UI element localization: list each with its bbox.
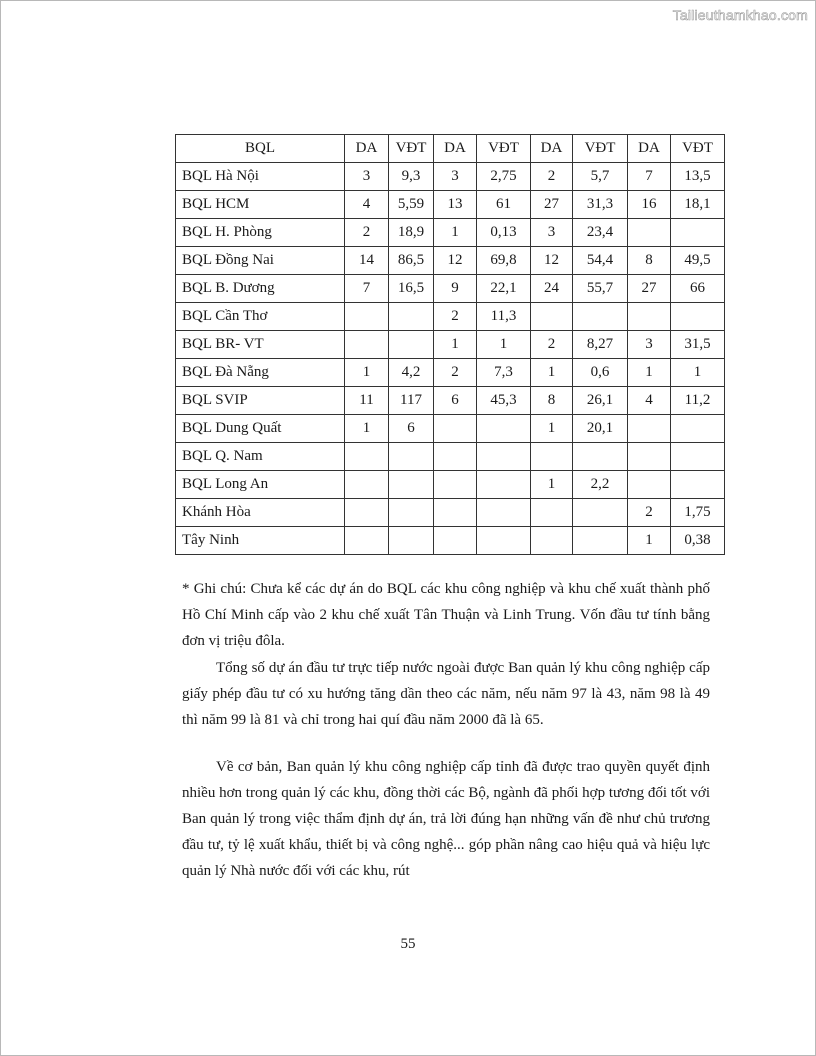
cell-vdt-6 — [573, 443, 628, 471]
cell-bql-0: BQL H. Phòng — [176, 219, 345, 247]
table-note: * Ghi chú: Chưa kể các dự án do BQL các khu công nghiệp và khu chế xuất thành phố Hồ Chí Minh cấp vào 2 khu chế xuất Tân Thuận và Linh Trung. Vốn đầu tư tính bằng đơn vị triệu đôla. — [182, 581, 710, 649]
cell-da-3 — [434, 443, 477, 471]
cell-da-5 — [531, 499, 573, 527]
cell-vdt-4: 61 — [477, 191, 531, 219]
cell-da-5: 24 — [531, 275, 573, 303]
body-paragraph-2: Về cơ bản, Ban quản lý khu công nghiệp cấp tỉnh đã được trao quyền quyết định nhiều hơn trong quản lý các khu, đồng thời các Bộ, ngành đã phối hợp tương đối tốt với Ban quản lý trong việc thẩm định dự án, trả lời đúng hạn những vấn đề như chủ trương đầu tư, tỷ lệ xuất khẩu, thiết bị và công nghệ... góp phần nâng cao hiệu quả và hiệu lực quản lý Nhà nước đối với các khu, rút — [182, 759, 710, 879]
table-row — [176, 247, 725, 275]
cell-vdt-8: 49,5 — [671, 247, 725, 275]
cell-vdt-6: 5,7 — [573, 163, 628, 191]
cell-bql-0: BQL Dung Quất — [176, 415, 345, 443]
cell-da-3: 6 — [434, 387, 477, 415]
cell-vdt-2 — [389, 443, 434, 471]
watermark: Tailieuthamkhao.com — [672, 7, 808, 23]
cell-da-1: 1 — [345, 415, 389, 443]
cell-vdt-6 — [573, 499, 628, 527]
header-cell-vdt-2: VĐT — [389, 135, 434, 163]
cell-da-1 — [345, 331, 389, 359]
cell-da-7: 27 — [628, 275, 671, 303]
cell-vdt-6: 31,3 — [573, 191, 628, 219]
cell-da-7: 1 — [628, 527, 671, 555]
cell-vdt-2: 6 — [389, 415, 434, 443]
cell-da-3 — [434, 499, 477, 527]
cell-da-5: 12 — [531, 247, 573, 275]
cell-da-5: 1 — [531, 471, 573, 499]
cell-bql-0: BQL Cần Thơ — [176, 303, 345, 331]
cell-vdt-2 — [389, 471, 434, 499]
cell-da-3 — [434, 527, 477, 555]
table-row — [176, 527, 725, 555]
cell-vdt-6: 20,1 — [573, 415, 628, 443]
cell-bql-0: BQL B. Dương — [176, 275, 345, 303]
cell-vdt-4: 11,3 — [477, 303, 531, 331]
cell-da-7 — [628, 303, 671, 331]
cell-da-1 — [345, 499, 389, 527]
cell-da-3: 1 — [434, 219, 477, 247]
cell-da-3: 12 — [434, 247, 477, 275]
cell-vdt-4: 69,8 — [477, 247, 531, 275]
table-row — [176, 471, 725, 499]
header-cell-da-1: DA — [345, 135, 389, 163]
cell-da-7: 3 — [628, 331, 671, 359]
cell-vdt-4: 22,1 — [477, 275, 531, 303]
cell-da-5 — [531, 443, 573, 471]
cell-da-7 — [628, 443, 671, 471]
cell-bql-0: Tây Ninh — [176, 527, 345, 555]
cell-da-7 — [628, 415, 671, 443]
cell-vdt-4: 7,3 — [477, 359, 531, 387]
header-cell-da-7: DA — [628, 135, 671, 163]
cell-da-1 — [345, 443, 389, 471]
table-row — [176, 387, 725, 415]
cell-vdt-8: 1,75 — [671, 499, 725, 527]
body-paragraph-1: Tổng số dự án đầu tư trực tiếp nước ngoài được Ban quản lý khu công nghiệp cấp giấy phép đầu tư có xu hướng tăng dần theo các năm, nếu năm 97 là 43, năm 98 là 49 thì năm 99 là 81 và chỉ trong hai quí đầu năm 2000 đã là 65. — [182, 660, 710, 728]
cell-vdt-8 — [671, 443, 725, 471]
header-cell-vdt-8: VĐT — [671, 135, 725, 163]
cell-da-3: 2 — [434, 359, 477, 387]
cell-da-1: 11 — [345, 387, 389, 415]
cell-da-1: 1 — [345, 359, 389, 387]
cell-da-7: 4 — [628, 387, 671, 415]
cell-da-3 — [434, 471, 477, 499]
table-header-row — [176, 135, 725, 163]
table-body — [176, 135, 725, 555]
cell-vdt-2: 16,5 — [389, 275, 434, 303]
cell-vdt-8 — [671, 219, 725, 247]
cell-vdt-6: 0,6 — [573, 359, 628, 387]
cell-vdt-4: 45,3 — [477, 387, 531, 415]
cell-vdt-4: 1 — [477, 331, 531, 359]
cell-da-5: 8 — [531, 387, 573, 415]
cell-vdt-6 — [573, 303, 628, 331]
cell-vdt-4: 2,75 — [477, 163, 531, 191]
header-cell-da-5: DA — [531, 135, 573, 163]
cell-da-7: 1 — [628, 359, 671, 387]
cell-vdt-6: 23,4 — [573, 219, 628, 247]
cell-bql-0: BQL Đà Nẵng — [176, 359, 345, 387]
cell-bql-0: BQL Q. Nam — [176, 443, 345, 471]
table-row — [176, 219, 725, 247]
cell-da-1: 2 — [345, 219, 389, 247]
cell-vdt-2: 9,3 — [389, 163, 434, 191]
cell-da-3: 1 — [434, 331, 477, 359]
header-cell-vdt-6: VĐT — [573, 135, 628, 163]
cell-da-1: 7 — [345, 275, 389, 303]
cell-da-1 — [345, 471, 389, 499]
cell-da-7: 8 — [628, 247, 671, 275]
statistics-table — [175, 134, 725, 555]
cell-da-3: 9 — [434, 275, 477, 303]
cell-da-5: 1 — [531, 359, 573, 387]
cell-vdt-8 — [671, 303, 725, 331]
cell-bql-0: Khánh Hòa — [176, 499, 345, 527]
cell-da-5 — [531, 527, 573, 555]
table-row — [176, 163, 725, 191]
cell-da-5: 1 — [531, 415, 573, 443]
table-row — [176, 499, 725, 527]
cell-vdt-4 — [477, 499, 531, 527]
cell-vdt-2 — [389, 331, 434, 359]
table-row — [176, 275, 725, 303]
cell-vdt-2: 5,59 — [389, 191, 434, 219]
cell-vdt-2: 18,9 — [389, 219, 434, 247]
cell-da-3: 3 — [434, 163, 477, 191]
cell-vdt-4: 0,13 — [477, 219, 531, 247]
cell-vdt-8 — [671, 415, 725, 443]
cell-da-7: 16 — [628, 191, 671, 219]
header-cell-vdt-4: VĐT — [477, 135, 531, 163]
cell-da-5: 27 — [531, 191, 573, 219]
cell-vdt-4 — [477, 415, 531, 443]
cell-vdt-8: 31,5 — [671, 331, 725, 359]
table-row — [176, 415, 725, 443]
cell-vdt-8: 0,38 — [671, 527, 725, 555]
table-row — [176, 443, 725, 471]
cell-da-1: 14 — [345, 247, 389, 275]
cell-vdt-2: 117 — [389, 387, 434, 415]
table-row — [176, 303, 725, 331]
cell-vdt-6: 55,7 — [573, 275, 628, 303]
cell-vdt-4 — [477, 471, 531, 499]
table-row — [176, 359, 725, 387]
cell-vdt-2: 86,5 — [389, 247, 434, 275]
cell-da-7: 2 — [628, 499, 671, 527]
cell-vdt-4 — [477, 443, 531, 471]
cell-bql-0: BQL Đồng Nai — [176, 247, 345, 275]
cell-vdt-2 — [389, 527, 434, 555]
cell-da-3: 2 — [434, 303, 477, 331]
cell-vdt-8: 1 — [671, 359, 725, 387]
cell-da-7 — [628, 219, 671, 247]
cell-da-1: 3 — [345, 163, 389, 191]
cell-vdt-8: 18,1 — [671, 191, 725, 219]
cell-vdt-6 — [573, 527, 628, 555]
cell-bql-0: BQL Hà Nội — [176, 163, 345, 191]
cell-vdt-2 — [389, 499, 434, 527]
cell-vdt-8: 13,5 — [671, 163, 725, 191]
cell-vdt-6: 8,27 — [573, 331, 628, 359]
cell-vdt-4 — [477, 527, 531, 555]
cell-da-7 — [628, 471, 671, 499]
table-row — [176, 331, 725, 359]
cell-vdt-2: 4,2 — [389, 359, 434, 387]
cell-da-3 — [434, 415, 477, 443]
cell-vdt-6: 54,4 — [573, 247, 628, 275]
cell-vdt-6: 2,2 — [573, 471, 628, 499]
cell-bql-0: BQL HCM — [176, 191, 345, 219]
cell-da-7: 7 — [628, 163, 671, 191]
page-number: 55 — [400, 936, 416, 952]
cell-da-5: 2 — [531, 163, 573, 191]
cell-da-5: 2 — [531, 331, 573, 359]
cell-da-1 — [345, 303, 389, 331]
cell-da-5 — [531, 303, 573, 331]
cell-da-1 — [345, 527, 389, 555]
cell-vdt-6: 26,1 — [573, 387, 628, 415]
cell-da-3: 13 — [434, 191, 477, 219]
table-row — [176, 191, 725, 219]
cell-bql-0: BQL BR- VT — [176, 331, 345, 359]
cell-vdt-8: 11,2 — [671, 387, 725, 415]
header-cell-bql-0: BQL — [176, 135, 345, 163]
cell-da-5: 3 — [531, 219, 573, 247]
cell-bql-0: BQL Long An — [176, 471, 345, 499]
cell-vdt-8 — [671, 471, 725, 499]
cell-vdt-2 — [389, 303, 434, 331]
cell-da-1: 4 — [345, 191, 389, 219]
cell-bql-0: BQL SVIP — [176, 387, 345, 415]
header-cell-da-3: DA — [434, 135, 477, 163]
cell-vdt-8: 66 — [671, 275, 725, 303]
